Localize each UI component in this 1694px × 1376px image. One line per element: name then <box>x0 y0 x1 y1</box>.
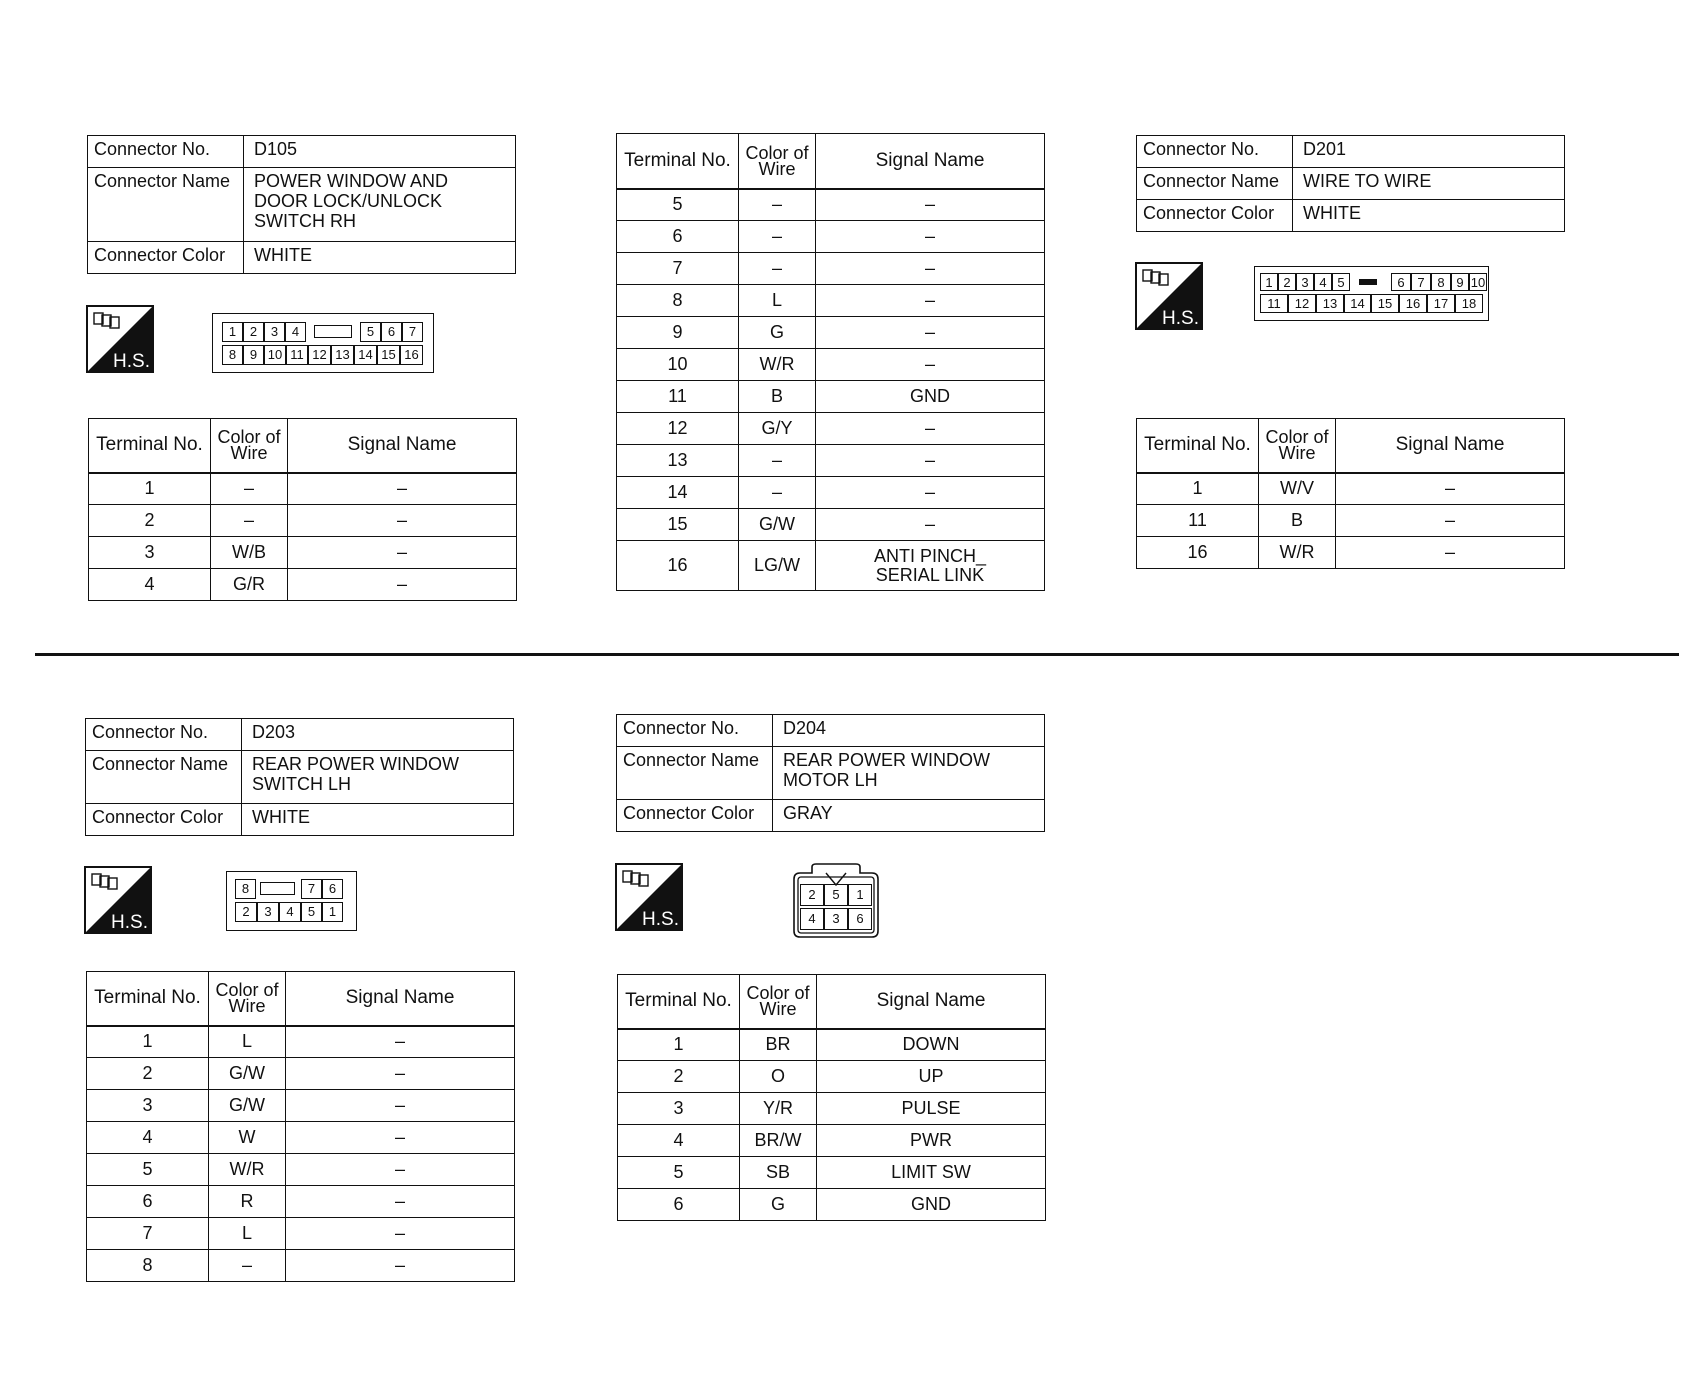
connector-name-line: MOTOR LH <box>783 770 878 790</box>
header-line: Wire <box>759 999 797 1020</box>
terminal-cell: 5 <box>617 189 739 221</box>
table-row <box>618 1093 1046 1125</box>
terminal-cell: 7 <box>617 253 739 285</box>
terminal-cell: 4 <box>89 569 211 601</box>
d201-connector-info <box>1136 135 1565 232</box>
wire-color-cell: W/R <box>1259 537 1336 569</box>
keyway <box>1359 279 1377 285</box>
signal-line: PULSE <box>901 1098 961 1118</box>
hs-label: H.S. <box>1162 308 1199 329</box>
wire-color-cell: SB <box>740 1157 817 1189</box>
pin: 13 <box>1316 294 1344 313</box>
signal-cell <box>288 505 517 537</box>
table-row <box>617 509 1045 541</box>
signal-cell <box>286 1058 515 1090</box>
signal-line: UP <box>918 1066 944 1086</box>
table-row <box>1137 473 1565 505</box>
table-row <box>87 1090 515 1122</box>
pin: 4 <box>1314 273 1332 291</box>
table-row <box>87 1154 515 1186</box>
table-row <box>618 1061 1046 1093</box>
pin: 15 <box>377 345 400 365</box>
wire-color-cell: – <box>211 505 288 537</box>
signal-line: – <box>396 542 407 562</box>
connector-name-line: SWITCH LH <box>252 774 351 794</box>
wire-color-cell: G/W <box>209 1058 286 1090</box>
wire-color-cell: W <box>209 1122 286 1154</box>
table-row <box>617 317 1045 349</box>
terminal-no-header: Terminal No. <box>87 972 209 1026</box>
d204-connector-face <box>792 863 880 939</box>
terminal-cell: 3 <box>618 1093 740 1125</box>
wire-color-cell: G <box>739 317 816 349</box>
connector-color-value: GRAY <box>773 800 1045 832</box>
signal-name-header: Signal Name <box>816 134 1045 189</box>
pin: 2 <box>800 884 824 906</box>
signal-line: – <box>924 354 935 374</box>
signal-line: – <box>924 290 935 310</box>
terminal-cell: 8 <box>617 285 739 317</box>
d105-connector-info <box>87 135 516 274</box>
signal-cell <box>1336 473 1565 505</box>
signal-cell <box>816 509 1045 541</box>
pin: 9 <box>1451 273 1469 291</box>
table-row <box>617 445 1045 477</box>
terminal-no-header: Terminal No. <box>89 419 211 473</box>
header-line: Wire <box>228 996 266 1017</box>
terminal-cell: 9 <box>617 317 739 349</box>
wire-color-cell: – <box>739 189 816 221</box>
pin: 3 <box>264 322 285 342</box>
connector-name-line: SWITCH RH <box>254 211 356 231</box>
terminal-cell: 2 <box>618 1061 740 1093</box>
connector-no-label: Connector No. <box>617 715 773 747</box>
signal-line: – <box>394 1223 405 1243</box>
signal-line: – <box>924 418 935 438</box>
header-line: Wire <box>758 158 796 179</box>
table-row <box>617 253 1045 285</box>
signal-cell <box>816 349 1045 381</box>
terminal-cell: 13 <box>617 445 739 477</box>
harness-side-icon <box>615 863 683 931</box>
signal-line: – <box>394 1159 405 1179</box>
terminal-cell: 5 <box>87 1154 209 1186</box>
connector-color-label: Connector Color <box>88 242 244 274</box>
header-line: Color of <box>745 142 809 163</box>
header-line: Color of <box>746 983 810 1004</box>
signal-cell <box>817 1157 1046 1189</box>
wire-color-cell: W/R <box>209 1154 286 1186</box>
signal-line: GND <box>910 386 950 406</box>
pin: 1 <box>322 902 343 922</box>
table-row <box>1137 505 1565 537</box>
signal-cell <box>816 541 1045 591</box>
connector-name-value <box>244 168 516 242</box>
connector-name-line: WIRE TO WIRE <box>1303 171 1432 191</box>
terminal-cell: 1 <box>87 1026 209 1058</box>
color-of-wire-header <box>209 972 286 1026</box>
signal-cell <box>286 1154 515 1186</box>
pin: 18 <box>1455 294 1483 313</box>
pin: 5 <box>824 884 848 906</box>
signal-line: GND <box>911 1194 951 1214</box>
signal-cell <box>817 1189 1046 1221</box>
pin: 16 <box>1399 294 1427 313</box>
signal-name-header: Signal Name <box>1336 419 1565 473</box>
pin: 11 <box>1260 294 1288 313</box>
color-of-wire-header <box>740 975 817 1029</box>
signal-name-header: Signal Name <box>817 975 1046 1029</box>
wire-color-cell: G/R <box>211 569 288 601</box>
harness-side-icon <box>86 305 154 373</box>
harness-side-icon <box>84 866 152 934</box>
wire-color-cell: G/Y <box>739 413 816 445</box>
pin: 13 <box>331 345 354 365</box>
wire-color-cell: LG/W <box>739 541 816 591</box>
keyway <box>260 882 295 895</box>
table-row <box>618 1125 1046 1157</box>
terminal-cell: 16 <box>1137 537 1259 569</box>
connector-no-value: D204 <box>773 715 1045 747</box>
wire-color-cell: – <box>739 477 816 509</box>
d201-connector-face <box>1254 266 1489 321</box>
wire-color-cell: BR <box>740 1029 817 1061</box>
pin: 5 <box>301 902 322 922</box>
hs-label: H.S. <box>642 909 679 930</box>
signal-line: – <box>394 1255 405 1275</box>
pin: 5 <box>360 322 381 342</box>
pin: 14 <box>354 345 377 365</box>
signal-line: – <box>1444 542 1455 562</box>
terminal-cell: 5 <box>618 1157 740 1189</box>
signal-cell <box>1336 505 1565 537</box>
header-line: Wire <box>1278 443 1316 464</box>
connector-name-line: REAR POWER WINDOW <box>252 754 459 774</box>
color-of-wire-header <box>211 419 288 473</box>
table-row <box>87 1250 515 1282</box>
signal-line: LIMIT SW <box>891 1162 971 1182</box>
pin: 17 <box>1427 294 1455 313</box>
connector-name-label: Connector Name <box>86 751 242 804</box>
signal-cell <box>816 477 1045 509</box>
signal-cell <box>286 1122 515 1154</box>
table-row <box>87 1026 515 1058</box>
terminal-cell: 2 <box>89 505 211 537</box>
d204-terminal-table <box>617 974 1046 1221</box>
connector-name-line: REAR POWER WINDOW <box>783 750 990 770</box>
signal-cell <box>816 445 1045 477</box>
pin: 10 <box>264 345 286 365</box>
connector-color-value: WHITE <box>1293 200 1565 232</box>
signal-line: SERIAL LINK <box>875 564 985 585</box>
signal-cell <box>288 569 517 601</box>
signal-line: – <box>924 194 935 215</box>
connector-color-label: Connector Color <box>86 804 242 836</box>
terminal-cell: 16 <box>617 541 739 591</box>
table-row <box>89 505 517 537</box>
pin: 4 <box>285 322 306 342</box>
terminal-cell: 1 <box>1137 473 1259 505</box>
connector-color-label: Connector Color <box>617 800 773 832</box>
header-line: Color of <box>215 980 279 1001</box>
terminal-cell: 8 <box>87 1250 209 1282</box>
wire-color-cell: O <box>740 1061 817 1093</box>
wire-color-cell: L <box>739 285 816 317</box>
signal-cell <box>817 1061 1046 1093</box>
header-line: Color of <box>217 427 281 448</box>
signal-line: – <box>1444 478 1455 499</box>
pin: 6 <box>322 879 343 899</box>
color-of-wire-header <box>739 134 816 189</box>
signal-cell <box>817 1125 1046 1157</box>
signal-line: – <box>1444 510 1455 530</box>
d203-connector-info <box>85 718 514 836</box>
table-row <box>87 1122 515 1154</box>
signal-name-header: Signal Name <box>288 419 517 473</box>
signal-line: – <box>924 450 935 470</box>
terminal-cell: 12 <box>617 413 739 445</box>
terminal-no-header: Terminal No. <box>1137 419 1259 473</box>
signal-cell <box>286 1090 515 1122</box>
signal-line: – <box>396 510 407 530</box>
table-row <box>87 1058 515 1090</box>
wire-color-cell: W/B <box>211 537 288 569</box>
pin: 2 <box>243 322 264 342</box>
pin: 12 <box>308 345 331 365</box>
signal-cell <box>288 473 517 505</box>
table-row <box>87 1218 515 1250</box>
connector-name-label: Connector Name <box>617 747 773 800</box>
pin: 3 <box>1296 273 1314 291</box>
table-row <box>617 413 1045 445</box>
connector-color-value: WHITE <box>242 804 514 836</box>
pin: 14 <box>1344 294 1371 313</box>
terminal-cell: 6 <box>87 1186 209 1218</box>
wire-color-cell: B <box>1259 505 1336 537</box>
terminal-cell: 6 <box>618 1189 740 1221</box>
terminal-cell: 4 <box>618 1125 740 1157</box>
signal-line: – <box>394 1127 405 1147</box>
table-row <box>617 381 1045 413</box>
terminal-no-header: Terminal No. <box>617 134 739 189</box>
pin: 16 <box>400 345 423 365</box>
signal-cell <box>286 1250 515 1282</box>
pin: 10 <box>1470 275 1486 290</box>
wire-color-cell: W/V <box>1259 473 1336 505</box>
wire-color-cell: – <box>739 221 816 253</box>
terminal-cell: 10 <box>617 349 739 381</box>
signal-line: – <box>394 1031 405 1052</box>
connector-name-value <box>242 751 514 804</box>
wire-color-cell: – <box>209 1250 286 1282</box>
signal-line: – <box>924 482 935 502</box>
table-row <box>1137 537 1565 569</box>
connector-name-line: DOOR LOCK/UNLOCK <box>254 191 443 211</box>
pin: 3 <box>257 902 279 922</box>
pin: 15 <box>1371 294 1399 313</box>
table-row <box>617 349 1045 381</box>
signal-cell <box>816 221 1045 253</box>
wire-color-cell: – <box>739 253 816 285</box>
connector-no-value: D201 <box>1293 136 1565 168</box>
terminal-cell: 3 <box>87 1090 209 1122</box>
d105-terminal-table-b <box>616 133 1045 591</box>
d105-terminal-table-a <box>88 418 517 601</box>
wire-color-cell: G <box>740 1189 817 1221</box>
table-row <box>618 1029 1046 1061</box>
signal-cell <box>817 1093 1046 1125</box>
connector-name-value <box>1293 168 1565 200</box>
terminal-cell: 15 <box>617 509 739 541</box>
pin: 12 <box>1288 294 1316 313</box>
pin: 4 <box>800 908 824 930</box>
table-row <box>617 477 1045 509</box>
wire-color-cell: BR/W <box>740 1125 817 1157</box>
pin: 8 <box>222 345 243 365</box>
terminal-cell: 3 <box>89 537 211 569</box>
signal-cell <box>816 413 1045 445</box>
signal-cell <box>816 189 1045 221</box>
signal-cell <box>286 1218 515 1250</box>
connector-name-value <box>773 747 1045 800</box>
wire-color-cell: – <box>739 445 816 477</box>
wire-color-cell: G/W <box>739 509 816 541</box>
terminal-cell: 11 <box>1137 505 1259 537</box>
connector-no-label: Connector No. <box>1137 136 1293 168</box>
signal-cell <box>816 381 1045 413</box>
terminal-cell: 1 <box>89 473 211 505</box>
signal-cell <box>286 1026 515 1058</box>
signal-line: – <box>924 226 935 246</box>
signal-line: – <box>396 478 407 499</box>
pin: 6 <box>848 908 872 930</box>
d203-terminal-table <box>86 971 515 1282</box>
hs-label: H.S. <box>111 912 148 933</box>
pin: 1 <box>848 884 872 906</box>
wire-color-cell: G/W <box>209 1090 286 1122</box>
wire-color-cell: L <box>209 1026 286 1058</box>
pin: 7 <box>1411 273 1431 291</box>
pin: 8 <box>1431 273 1451 291</box>
pin: 6 <box>1391 273 1411 291</box>
header-line: Wire <box>230 443 268 464</box>
signal-cell <box>288 537 517 569</box>
signal-line: ANTI PINCH_ <box>873 545 987 566</box>
pin: 1 <box>1260 273 1278 291</box>
signal-cell <box>1336 537 1565 569</box>
wire-color-cell: W/R <box>739 349 816 381</box>
pin: 5 <box>1332 273 1350 291</box>
keyway <box>314 325 352 338</box>
table-row <box>617 285 1045 317</box>
signal-line: PWR <box>910 1130 952 1150</box>
terminal-cell: 7 <box>87 1218 209 1250</box>
terminal-cell: 6 <box>617 221 739 253</box>
table-row <box>617 541 1045 591</box>
pin: 1 <box>222 322 243 342</box>
pin: 4 <box>279 902 301 922</box>
table-row <box>618 1157 1046 1189</box>
signal-cell <box>286 1186 515 1218</box>
pin: 8 <box>235 879 256 899</box>
color-of-wire-header <box>1259 419 1336 473</box>
table-row <box>87 1186 515 1218</box>
wire-color-cell: R <box>209 1186 286 1218</box>
pin: 2 <box>235 902 257 922</box>
wire-color-cell: Y/R <box>740 1093 817 1125</box>
connector-no-value: D203 <box>242 719 514 751</box>
connector-no-value: D105 <box>244 136 516 168</box>
pin: 2 <box>1278 273 1296 291</box>
terminal-cell: 1 <box>618 1029 740 1061</box>
d201-terminal-table <box>1136 418 1565 569</box>
terminal-cell: 11 <box>617 381 739 413</box>
connector-no-label: Connector No. <box>88 136 244 168</box>
signal-line: – <box>394 1191 405 1211</box>
terminal-cell: 4 <box>87 1122 209 1154</box>
table-row <box>89 537 517 569</box>
terminal-cell: 14 <box>617 477 739 509</box>
signal-line: – <box>394 1095 405 1115</box>
wire-color-cell: L <box>209 1218 286 1250</box>
signal-cell <box>816 317 1045 349</box>
signal-line: – <box>396 574 407 594</box>
terminal-cell: 2 <box>87 1058 209 1090</box>
signal-cell <box>817 1029 1046 1061</box>
signal-line: – <box>924 258 935 278</box>
pin: 7 <box>402 322 423 342</box>
signal-cell <box>816 285 1045 317</box>
signal-name-header: Signal Name <box>286 972 515 1026</box>
d105-connector-face <box>212 313 434 373</box>
pin: 7 <box>301 879 322 899</box>
signal-line: DOWN <box>902 1034 960 1055</box>
wire-color-cell: B <box>739 381 816 413</box>
signal-cell <box>816 253 1045 285</box>
connector-no-label: Connector No. <box>86 719 242 751</box>
d204-connector-info <box>616 714 1045 832</box>
connector-name-label: Connector Name <box>88 168 244 242</box>
header-line: Color of <box>1265 427 1329 448</box>
pin: 9 <box>243 345 264 365</box>
table-row <box>617 221 1045 253</box>
connector-color-value: WHITE <box>244 242 516 274</box>
connector-name-label: Connector Name <box>1137 168 1293 200</box>
terminal-no-header: Terminal No. <box>618 975 740 1029</box>
connector-color-label: Connector Color <box>1137 200 1293 232</box>
hs-label: H.S. <box>113 351 150 372</box>
table-row <box>618 1189 1046 1221</box>
connector-name-line: POWER WINDOW AND <box>254 171 448 191</box>
signal-line: – <box>394 1063 405 1083</box>
wire-color-cell: – <box>211 473 288 505</box>
section-divider <box>35 653 1679 656</box>
pin: 3 <box>824 908 848 930</box>
table-row <box>89 569 517 601</box>
pin: 6 <box>381 322 402 342</box>
pin: 11 <box>286 345 308 365</box>
signal-line: – <box>924 514 935 534</box>
table-row <box>89 473 517 505</box>
harness-side-icon <box>1135 262 1203 330</box>
d203-connector-face <box>226 871 357 931</box>
table-row <box>617 189 1045 221</box>
signal-line: – <box>924 322 935 342</box>
